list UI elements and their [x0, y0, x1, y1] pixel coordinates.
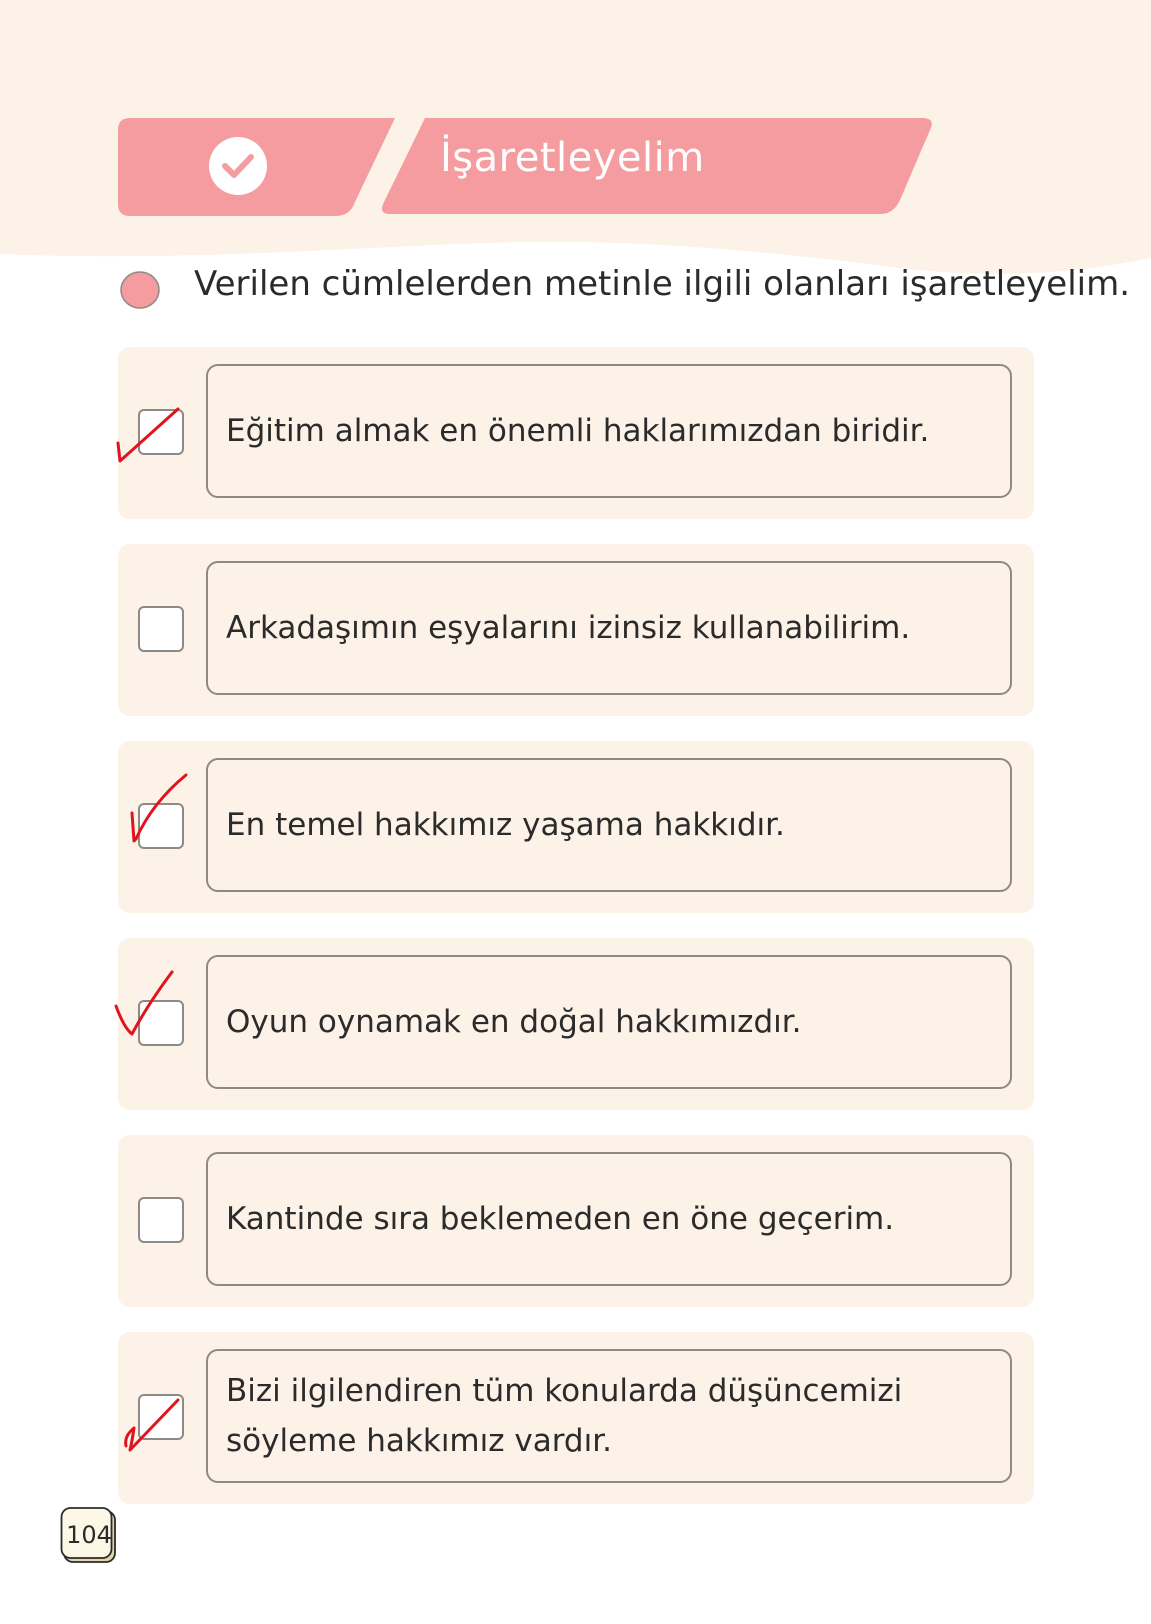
checkbox[interactable] — [138, 606, 184, 652]
statement-item — [118, 347, 1034, 519]
checkbox[interactable] — [138, 1197, 184, 1243]
statement-text: Eğitim almak en önemli haklarımızdan biridir. — [226, 413, 930, 449]
statement-box — [206, 1152, 1012, 1286]
statement-item — [118, 741, 1034, 913]
page-number: 104 — [66, 1521, 112, 1549]
statement-box — [206, 758, 1012, 892]
statement-box — [206, 364, 1012, 498]
handwritten-check-icon — [114, 970, 184, 1042]
statement-item — [118, 938, 1034, 1110]
checkmark-circle-icon — [207, 135, 269, 197]
statement-box — [206, 955, 1012, 1089]
statement-text: Bizi ilgilendiren tüm konularda düşüncemizi söyleme hakkımız vardır. — [226, 1373, 903, 1459]
statement-item — [118, 1332, 1034, 1504]
instruction — [118, 262, 1131, 312]
statement-item — [118, 1135, 1034, 1307]
pink-dot-icon — [118, 270, 162, 310]
statement-text: Kantinde sıra beklemeden en öne geçerim. — [226, 1201, 895, 1237]
statement-box — [206, 561, 1012, 695]
statement-item — [118, 544, 1034, 716]
statement-box — [206, 1349, 1012, 1483]
handwritten-check-icon — [116, 405, 186, 465]
statement-text: En temel hakkımız yaşama hakkıdır. — [226, 807, 785, 843]
handwritten-check-icon — [122, 1394, 184, 1454]
statement-text: Oyun oynamak en doğal hakkımızdır. — [226, 1004, 802, 1040]
statement-text: Arkadaşımın eşyalarını izinsiz kullanabilirim. — [226, 610, 911, 646]
handwritten-check-icon — [130, 773, 190, 845]
header-banner — [0, 0, 1151, 240]
section-title: İşaretleyelim — [440, 135, 705, 181]
instruction-text: Verilen cümlelerden metinle ilgili olanları işaretleyelim. — [194, 264, 1131, 304]
